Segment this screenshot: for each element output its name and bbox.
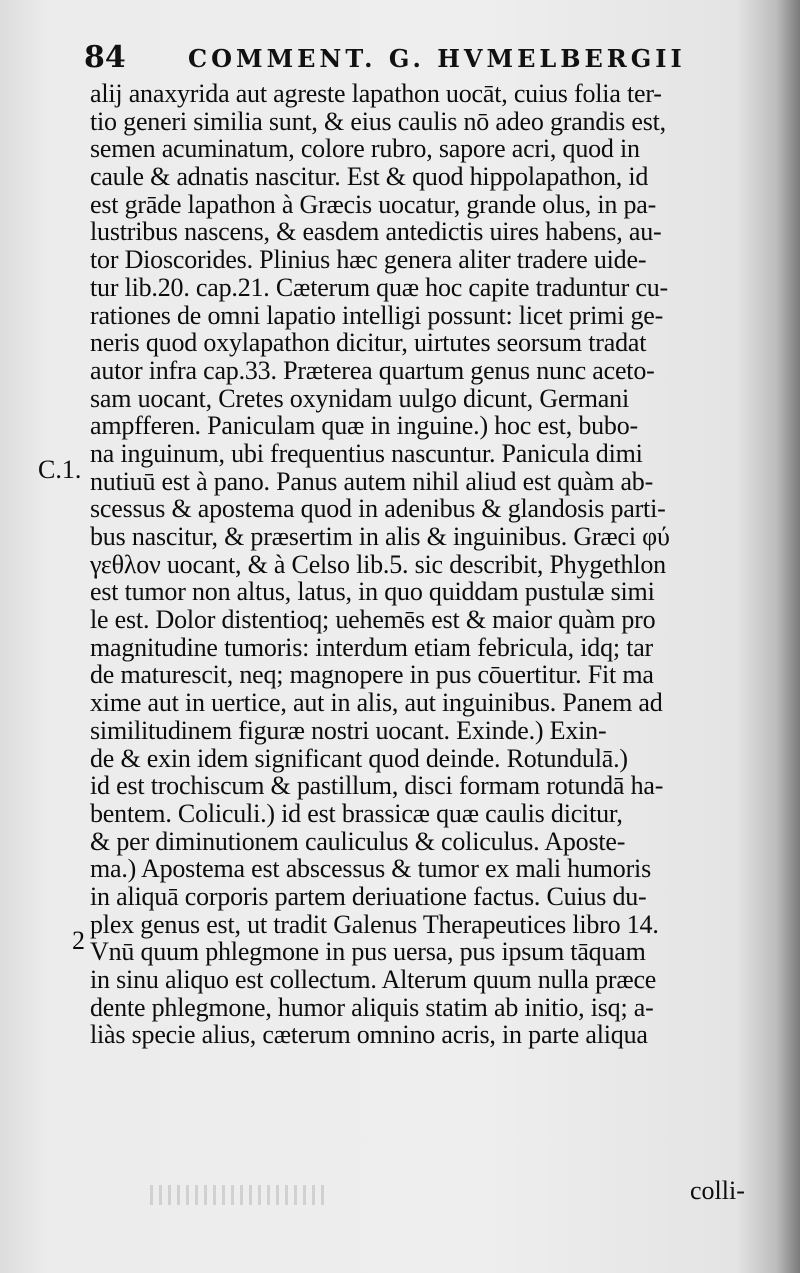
text-line: liàs specie alius, cæterum omnino acris, in parte aliqua bbox=[90, 1020, 648, 1050]
text-line: magnitudine tumoris: interdum etiam febricula, idq; tar bbox=[90, 632, 654, 662]
text-line: plex genus est, ut tradit Galenus Therapeutices libro 14. bbox=[90, 909, 659, 939]
text-line: similitudinem figuræ nostri uocant. Exinde.) Exin- bbox=[90, 715, 607, 745]
text-line: de & exin idem significant quod deinde. Rotundulā.) bbox=[90, 743, 628, 773]
text-line: xime aut in uertice, aut in alis, aut inguinibus. Panem ad bbox=[90, 688, 663, 718]
text-line: caule & adnatis nascitur. Est & quod hippolapathon, id bbox=[90, 162, 649, 192]
text-line: id est trochiscum & pastillum, disci formam rotundā ha- bbox=[90, 771, 664, 801]
running-head: COMMENT. G. HVMELBERGII bbox=[188, 44, 686, 73]
text-line: tio generi similia sunt, & eius caulis nō adeo grandis est, bbox=[90, 106, 666, 136]
text-line: bentem. Coliculi.) id est brassicæ quæ caulis dicitur, bbox=[90, 798, 623, 828]
show-through-mark bbox=[150, 1185, 330, 1205]
text-line: le est. Dolor distentioq; uehemēs est & maior quàm pro bbox=[90, 605, 656, 635]
text-line: neris quod oxylapathon dicitur, uirtutes seorsum tradat bbox=[90, 328, 647, 358]
text-line: & per diminutionem cauliculus & coliculus. Aposte- bbox=[90, 826, 626, 856]
text-line: dente phlegmone, humor aliquis statim ab initio, isq; a- bbox=[90, 992, 654, 1022]
text-line: rationes de omni lapatio intelligi possunt: licet primi ge- bbox=[90, 300, 664, 330]
margin-note-c1: C.1. bbox=[38, 455, 82, 484]
text-line: est grāde lapathon à Græcis uocatur, grande olus, in pa- bbox=[90, 189, 657, 219]
page-header bbox=[84, 36, 704, 76]
text-line: na inguinum, ubi frequentius nascuntur. Panicula dimi bbox=[90, 438, 643, 468]
text-line: tur lib.20. cap.21. Cæterum quæ hoc capite traduntur cu- bbox=[90, 272, 668, 302]
text-line: scessus & apostema quod in adenibus & glandosis parti- bbox=[90, 494, 666, 524]
body-text bbox=[90, 80, 770, 1049]
text-line: nutiuū est à pano. Panus autem nihil aliud est quàm ab- bbox=[90, 466, 654, 496]
text-line: de maturescit, neq; magnopere in pus cōuertitur. Fit ma bbox=[90, 660, 654, 690]
text-line: alij anaxyrida aut agreste lapathon uocāt, cuius folia ter- bbox=[90, 79, 662, 108]
catchword: colli- bbox=[690, 1176, 745, 1205]
text-line: γεθλον uocant, & à Celso lib.5. sic describit, Phygethlon bbox=[90, 549, 666, 579]
text-line: Vnū quum phlegmone in pus uersa, pus ipsum tāquam bbox=[90, 937, 646, 967]
text-line: in aliquā corporis partem deriuatione factus. Cuius du- bbox=[90, 881, 647, 911]
text-line: lustribus nascens, & easdem antedictis uires habens, au- bbox=[90, 217, 662, 247]
margin-note-2: 2 bbox=[72, 926, 85, 955]
text-line: in sinu aliquo est collectum. Alterum quum nulla præce bbox=[90, 965, 657, 994]
text-line: est tumor non altus, latus, in quo quiddam pustulæ simi bbox=[90, 577, 655, 607]
page-number: 84 bbox=[84, 40, 126, 75]
text-line: ampfferen. Paniculam quæ in inguine.) hoc est, bubo- bbox=[90, 411, 638, 441]
text-line: bus nascitur, & præsertim in alis & inguinibus. Græci φύ bbox=[90, 522, 670, 551]
text-line: sam uocant, Cretes oxynidam uulgo dicunt, Germani bbox=[90, 383, 629, 413]
text-line: autor infra cap.33. Præterea quartum genus nunc aceto- bbox=[90, 355, 655, 385]
text-line: tor Dioscorides. Plinius hæc genera aliter tradere uide- bbox=[90, 245, 647, 275]
text-line: semen acuminatum, colore rubro, sapore acri, quod in bbox=[90, 134, 640, 164]
text-line: ma.) Apostema est abscessus & tumor ex mali humoris bbox=[90, 854, 651, 884]
